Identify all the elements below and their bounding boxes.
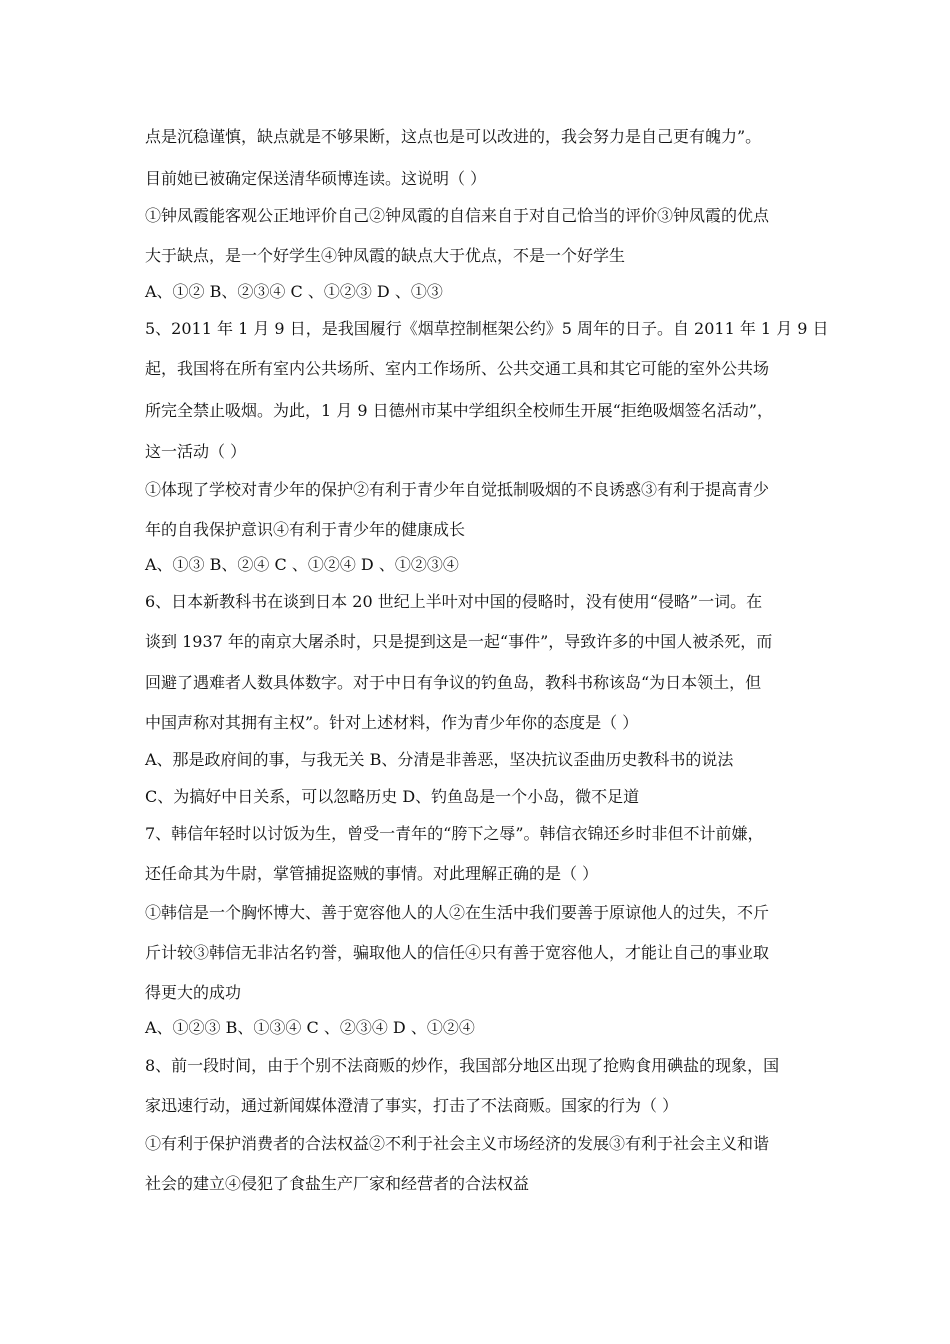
text-line: ①体现了学校对青少年的保护②有利于青少年自觉抵制吸烟的不良诱惑③有利于提高青少 [145,480,770,499]
text-line: 目前她已被确定保送清华硕博连读。这说明（ ） [145,169,487,188]
text-line: ①有利于保护消费者的合法权益②不利于社会主义市场经济的发展③有利于社会主义和谐 [145,1134,770,1153]
text-line: 这一活动（ ） [145,442,247,461]
text-line: 回避了遇难者人数具体数字。对于中日有争议的钓鱼岛，教科书称该岛“为日本领土，但 [145,673,762,692]
answer-options: A、那是政府间的事，与我无关 B、分清是非善恶，坚决抗议歪曲历史教科书的说法 [145,750,734,769]
text-line: 家迅速行动，通过新闻媒体澄清了事实，打击了不法商贩。国家的行为（ ） [145,1096,679,1115]
text-line: 得更大的成功 [145,983,242,1002]
text-line: 所完全禁止吸烟。为此，1 月 9 日德州市某中学组织全校师生开展“拒绝吸烟签名活动”， [145,401,773,420]
text-line: ①钟凤霞能客观公正地评价自己②钟凤霞的自信来自于对自己恰当的评价③钟凤霞的优点 [145,206,770,225]
answer-options: C、为搞好中日关系，可以忽略历史 D、钓鱼岛是一个小岛，微不足道 [145,787,640,806]
text-line: 大于缺点，是一个好学生④钟凤霞的缺点大于优点，不是一个好学生 [145,246,626,265]
question-7: 7、韩信年轻时以讨饭为生，曾受一青年的“胯下之辱”。韩信衣锦还乡时非但不计前嫌， [145,824,764,843]
text-line: 谈到 1937 年的南京大屠杀时，只是提到这是一起“事件”，导致许多的中国人被杀死，而 [145,632,773,651]
text-line: 还任命其为牛尉，掌管捕捉盗贼的事情。对此理解正确的是（ ） [145,864,599,883]
question-6: 6、日本新教科书在谈到日本 20 世纪上半叶对中国的侵略时，没有使用“侵略”一词。在 [145,592,763,611]
text-line: 年的自我保护意识④有利于青少年的健康成长 [145,520,466,539]
question-8: 8、前一段时间，由于个别不法商贩的炒作，我国部分地区出现了抢购食用碘盐的现象，国 [145,1056,780,1075]
answer-options: A、①③ B、②④ C 、①②④ D 、①②③④ [145,555,459,574]
answer-options: A、①② B、②③④ C 、①②③ D 、①③ [145,282,443,301]
text-line: ①韩信是一个胸怀博大、善于宽容他人的人②在生活中我们要善于原谅他人的过失，不斤 [145,903,770,922]
text-line: 斤计较③韩信无非沽名钓誉，骗取他人的信任④只有善于宽容他人，才能让自己的事业取 [145,943,770,962]
text-line: 点是沉稳谨慎，缺点就是不够果断，这点也是可以改进的，我会努力是自己更有魄力”。 [145,127,762,146]
text-line: 起，我国将在所有室内公共场所、室内工作场所、公共交通工具和其它可能的室外公共场 [145,359,770,378]
question-5: 5、2011 年 1 月 9 日，是我国履行《烟草控制框架公约》5 周年的日子。自 2011 年 1 月 9 日 [145,319,829,338]
answer-options: A、①②③ B、①③④ C 、②③④ D 、①②④ [145,1018,475,1037]
text-line: 社会的建立④侵犯了食盐生产厂家和经营者的合法权益 [145,1174,530,1193]
text-line: 中国声称对其拥有主权”。针对上述材料，作为青少年你的态度是（ ） [145,713,639,732]
